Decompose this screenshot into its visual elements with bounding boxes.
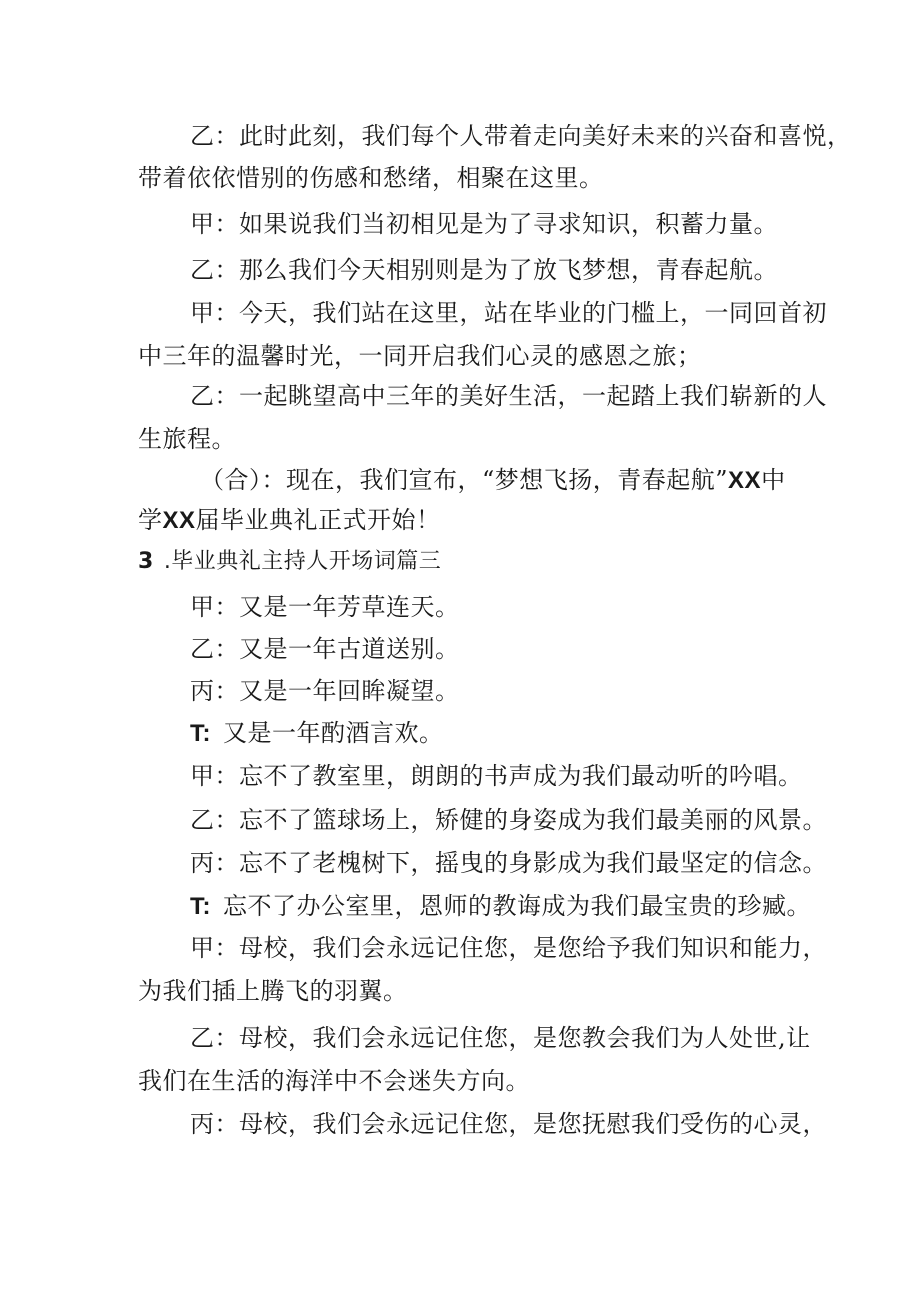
speaker-label: 丙： (190, 849, 239, 877)
dialogue-text: 忘不了办公室里，恩师的教诲成为我们最宝贵的珍臧。 (223, 892, 811, 920)
dialogue-text: 又是一年芳草连天。 (239, 593, 460, 621)
dialogue-text: 又是一年酌酒言欢。 (223, 719, 444, 747)
announcement-line (138, 505, 441, 536)
section-heading (138, 547, 441, 577)
announcement-line (200, 465, 786, 496)
section-title: .毕业典礼主持人开场词篇三 (163, 549, 442, 574)
paragraph-line: 生旅程。 (138, 425, 236, 453)
placeholder-xx: XX (728, 467, 762, 494)
dialogue-line (190, 848, 827, 878)
speaker-label: 乙： (190, 806, 239, 834)
dialogue-line (190, 676, 460, 706)
paragraph-line: 乙：此时此刻，我们每个人带着走向美好未来的兴奋和喜悦， (190, 122, 852, 150)
dialogue-line (190, 592, 460, 622)
paragraph-line: 乙：一起眺望高中三年的美好生活，一起踏上我们崭新的人 (190, 382, 827, 410)
announcement-text: （合）：现在，我们宣布，“梦想飞扬，青春起航” (200, 466, 729, 494)
paragraph-line: 甲：今天，我们站在这里，站在毕业的门槛上，一同回首初 (190, 299, 827, 327)
announcement-text: 中 (761, 466, 786, 494)
dialogue-text: 又是一年回眸凝望。 (239, 677, 460, 705)
paragraph-line: 乙：那么我们今天相别则是为了放飞梦想，青春起航。 (190, 256, 778, 284)
paragraph-line: 为我们插上腾飞的羽翼。 (138, 977, 408, 1005)
speaker-label: 丙： (190, 677, 239, 705)
dialogue-text: 忘不了老槐树下，摇曳的身影成为我们最坚定的信念。 (239, 849, 827, 877)
dialogue-line (190, 761, 803, 791)
paragraph-line: 甲：如果说我们当初相见是为了寻求知识，积蓄力量。 (190, 210, 778, 238)
speaker-label: 乙： (190, 635, 239, 663)
dialogue-text: 忘不了篮球场上，矫健的身姿成为我们最美丽的风景。 (239, 806, 827, 834)
announcement-text: 届毕业典礼正式开始！ (195, 506, 441, 534)
paragraph-line: 中三年的温馨时光，一同开启我们心灵的感恩之旅； (138, 342, 702, 370)
speaker-label: 甲： (190, 762, 239, 790)
dialogue-line (190, 891, 811, 922)
paragraph-line: 我们在生活的海洋中不会迷失方向。 (138, 1067, 530, 1095)
speaker-label: T: (190, 720, 211, 747)
paragraph-line: 乙：母校，我们会永远记住您，是您教会我们为人处世,让 (190, 1024, 811, 1052)
placeholder-xx: XX (162, 507, 196, 534)
dialogue-line (190, 718, 444, 749)
paragraph-line: 丙：母校，我们会永远记住您，是您抚慰我们受伤的心灵， (190, 1110, 827, 1138)
paragraph-line: 带着依依惜别的伤感和愁绪，相聚在这里。 (138, 164, 604, 192)
speaker-label: 甲： (190, 593, 239, 621)
announcement-text: 学 (138, 506, 163, 534)
dialogue-text: 忘不了教室里，朗朗的书声成为我们最动听的吟唱。 (239, 762, 803, 790)
dialogue-line (190, 805, 827, 835)
dialogue-line (190, 634, 460, 664)
section-number: 3 (138, 549, 154, 574)
speaker-label: T: (190, 893, 211, 920)
paragraph-line: 甲：母校，我们会永远记住您，是您给予我们知识和能力， (190, 934, 827, 962)
dialogue-text: 又是一年古道送别。 (239, 635, 460, 663)
